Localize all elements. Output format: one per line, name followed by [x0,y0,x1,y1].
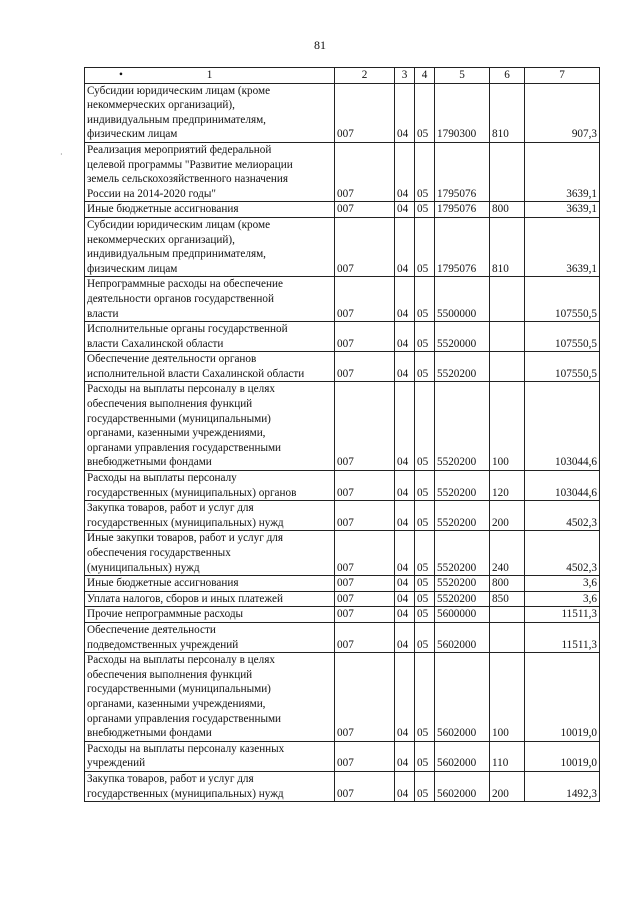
row-name-line: Непрограммные расходы на обеспечение [87,278,283,291]
row-cell-c7: 3639,1 [525,202,600,218]
row-cell-c4: 05 [415,622,435,652]
row-cell-c2: 007 [335,576,395,592]
row-name-line: физическим лицам [87,262,178,275]
table-row [85,217,600,276]
row-cell-c7: 11511,3 [525,607,600,623]
row-name-line: органами, казенными учреждениями, [87,427,266,440]
row-name-line: учреждений [87,757,146,770]
row-cell-c4: 05 [415,591,435,607]
row-name-line: Расходы на выплаты персоналу казенных [87,742,285,755]
row-cell-c7: 3,6 [525,591,600,607]
table-row [85,741,600,771]
row-cell-c4: 05 [415,217,435,276]
table-header-row [85,68,600,84]
row-name-line: физическим лицам [87,128,178,141]
row-cell-c2: 007 [335,471,395,501]
table-row [85,142,600,201]
row-cell-c7: 107550,5 [525,277,600,322]
row-cell-c5: 1795076 [435,217,490,276]
row-cell-c3: 04 [395,501,415,531]
row-cell-c6 [490,142,525,201]
row-name-line: подведомственных учреждений [87,638,239,651]
row-cell-c5: 5520200 [435,471,490,501]
table-row [85,576,600,592]
row-name-line: (муниципальных) нужд [87,561,200,574]
row-cell-c3: 04 [395,382,415,471]
row-name-line: земель сельскохозяйственного назначения [87,173,289,186]
row-cell-c4: 05 [415,607,435,623]
header-cell-3: 3 [395,68,415,84]
row-cell-c3: 04 [395,576,415,592]
row-cell-c4: 05 [415,653,435,742]
row-cell-c4: 05 [415,471,435,501]
row-name-line: Расходы на выплаты персоналу в целях [87,383,275,396]
row-cell-c7: 3639,1 [525,142,600,201]
row-cell-c7: 4502,3 [525,531,600,576]
row-cell-c2: 007 [335,142,395,201]
row-cell-c6: 200 [490,501,525,531]
row-name-line: государственных (муниципальных) органов [87,486,297,499]
row-name-line: Расходы на выплаты персоналу [87,472,237,485]
header-cell-5: 5 [435,68,490,84]
row-cell-c6: 810 [490,217,525,276]
table-row [85,382,600,471]
row-name-cell [85,471,335,501]
row-cell-c7: 10019,0 [525,741,600,771]
row-name-cell [85,591,335,607]
row-cell-c2: 007 [335,653,395,742]
row-cell-c5: 5520200 [435,576,490,592]
row-cell-c3: 04 [395,471,415,501]
row-name-line: Реализация мероприятий федеральной [87,143,272,156]
row-cell-c5: 5500000 [435,277,490,322]
row-cell-c2: 007 [335,83,395,142]
row-name-line: индивидуальным предпринимателям, [87,248,266,261]
row-cell-c4: 05 [415,576,435,592]
row-cell-c6: 850 [490,591,525,607]
table-row [85,622,600,652]
row-cell-c4: 05 [415,501,435,531]
row-name-line: внебюджетными фондами [87,456,212,469]
row-cell-c7: 103044,6 [525,382,600,471]
row-cell-c4: 05 [415,322,435,352]
row-cell-c6: 200 [490,771,525,801]
row-name-line: России на 2014-2020 годы" [87,187,216,200]
row-cell-c2: 007 [335,531,395,576]
row-cell-c5: 5602000 [435,653,490,742]
row-name-line: органами управления государственными [87,441,282,454]
table-row [85,653,600,742]
row-name-cell [85,622,335,652]
row-name-cell [85,217,335,276]
row-name-cell [85,142,335,201]
row-cell-c5: 1795076 [435,142,490,201]
row-cell-c7: 3,6 [525,576,600,592]
row-cell-c2: 007 [335,352,395,382]
row-cell-c6: 110 [490,741,525,771]
row-cell-c2: 007 [335,277,395,322]
row-name-line: органами, казенными учреждениями, [87,697,266,710]
row-name-line: Обеспечение деятельности органов [87,353,257,366]
row-cell-c4: 05 [415,352,435,382]
row-cell-c5: 5520200 [435,531,490,576]
row-name-cell [85,576,335,592]
row-cell-c4: 05 [415,83,435,142]
header-mark: • [119,69,123,81]
row-cell-c5: 1790300 [435,83,490,142]
table-row [85,322,600,352]
row-cell-c2: 007 [335,501,395,531]
row-cell-c6 [490,277,525,322]
row-name-line: Иные бюджетные ассигнования [87,203,239,216]
row-name-line: целевой программы "Развитие мелиорации [87,158,293,171]
row-cell-c6: 240 [490,531,525,576]
row-cell-c3: 04 [395,277,415,322]
row-cell-c3: 04 [395,352,415,382]
row-name-line: государственных (муниципальных) нужд [87,787,284,800]
row-name-line: Обеспечение деятельности [87,623,216,636]
row-cell-c5: 5600000 [435,607,490,623]
row-cell-c3: 04 [395,591,415,607]
table-row [85,471,600,501]
row-cell-c5: 5520200 [435,501,490,531]
row-name-line: Субсидии юридическим лицам (кроме [87,218,271,231]
row-cell-c4: 05 [415,277,435,322]
row-name-line: власти Сахалинской области [87,337,224,350]
row-cell-c3: 04 [395,607,415,623]
row-cell-c6: 800 [490,576,525,592]
row-cell-c6: 100 [490,382,525,471]
table-row [85,531,600,576]
row-name-line: обеспечения выполнения функций [87,398,253,411]
row-cell-c3: 04 [395,83,415,142]
table-row [85,352,600,382]
row-cell-c3: 04 [395,653,415,742]
row-cell-c7: 4502,3 [525,501,600,531]
row-cell-c7: 107550,5 [525,352,600,382]
row-cell-c6 [490,622,525,652]
row-cell-c2: 007 [335,622,395,652]
row-cell-c4: 05 [415,741,435,771]
row-name-cell [85,607,335,623]
row-cell-c4: 05 [415,531,435,576]
row-name-line: Расходы на выплаты персоналу в целях [87,654,275,667]
row-cell-c7: 1492,3 [525,771,600,801]
header-cell-2: 2 [335,68,395,84]
header-label-1: 1 [206,69,213,81]
row-cell-c3: 04 [395,622,415,652]
row-name-cell [85,653,335,742]
row-cell-c6 [490,322,525,352]
row-cell-c2: 007 [335,217,395,276]
row-cell-c5: 5520200 [435,382,490,471]
header-cell-7: 7 [525,68,600,84]
row-name-line: обеспечения выполнения функций [87,668,253,681]
row-name-line: государственными (муниципальными) [87,683,271,696]
row-cell-c2: 007 [335,771,395,801]
row-name-line: внебюджетными фондами [87,727,212,740]
row-name-cell [85,501,335,531]
row-name-cell [85,771,335,801]
row-cell-c2: 007 [335,202,395,218]
row-cell-c5: 5602000 [435,741,490,771]
row-cell-c3: 04 [395,771,415,801]
row-cell-c6: 100 [490,653,525,742]
row-cell-c2: 007 [335,382,395,471]
row-name-line: деятельности органов государственной [87,292,274,305]
row-name-cell [85,352,335,382]
row-name-line: исполнительной власти Сахалинской области [87,367,305,380]
row-cell-c2: 007 [335,322,395,352]
budget-table-body [85,68,600,802]
row-cell-c5: 5520200 [435,591,490,607]
row-cell-c5: 5602000 [435,622,490,652]
row-cell-c3: 04 [395,202,415,218]
row-cell-c2: 007 [335,591,395,607]
row-cell-c6: 800 [490,202,525,218]
row-cell-c5: 5602000 [435,771,490,801]
row-name-line: Прочие непрограммные расходы [87,608,244,621]
table-row [85,771,600,801]
row-name-line: государственными (муниципальными) [87,412,271,425]
row-name-line: власти [87,307,119,320]
row-name-line: обеспечения государственных [87,547,231,559]
row-name-line: государственных (муниципальных) нужд [87,516,284,529]
header-cell-4: 4 [415,68,435,84]
row-name-line: Закупка товаров, работ и услуг для [87,502,254,515]
row-cell-c2: 007 [335,607,395,623]
row-name-line: некоммерческих организаций), [87,233,235,246]
row-cell-c7: 103044,6 [525,471,600,501]
row-cell-c3: 04 [395,142,415,201]
row-cell-c6: 120 [490,471,525,501]
row-name-line: индивидуальным предпринимателям, [87,113,266,126]
row-cell-c5: 5520000 [435,322,490,352]
row-name-line: Закупка товаров, работ и услуг для [87,772,254,785]
row-name-line: Иные закупки товаров, работ и услуг для [87,532,284,545]
table-row [85,607,600,623]
table-row [85,501,600,531]
table-row [85,277,600,322]
row-name-cell [85,277,335,322]
row-name-cell [85,322,335,352]
row-cell-c7: 3639,1 [525,217,600,276]
row-name-cell [85,531,335,576]
row-name-cell [85,741,335,771]
scan-speck: · [60,150,63,159]
row-cell-c3: 04 [395,322,415,352]
budget-table [84,67,600,802]
row-name-cell [85,202,335,218]
row-cell-c4: 05 [415,142,435,201]
table-row [85,83,600,142]
row-name-line: органами управления государственными [87,712,282,725]
row-name-line: Субсидии юридическим лицам (кроме [87,84,271,97]
row-cell-c7: 11511,3 [525,622,600,652]
row-cell-c7: 10019,0 [525,653,600,742]
page-number: 81 [314,38,326,52]
row-name-line: Уплата налогов, сборов и иных платежей [87,592,283,605]
row-name-cell [85,382,335,471]
row-cell-c6 [490,607,525,623]
row-cell-c4: 05 [415,202,435,218]
row-cell-c5: 5520200 [435,352,490,382]
table-row [85,202,600,218]
table-row [85,591,600,607]
row-cell-c5: 1795076 [435,202,490,218]
row-cell-c7: 107550,5 [525,322,600,352]
row-cell-c3: 04 [395,531,415,576]
row-cell-c4: 05 [415,771,435,801]
row-cell-c6 [490,352,525,382]
row-name-cell [85,83,335,142]
row-name-line: Исполнительные органы государственной [87,323,288,336]
header-cell-6: 6 [490,68,525,84]
row-cell-c7: 907,3 [525,83,600,142]
row-name-line: Иные бюджетные ассигнования [87,577,239,590]
row-cell-c2: 007 [335,741,395,771]
row-cell-c4: 05 [415,382,435,471]
header-cell-1 [85,68,335,84]
row-cell-c6: 810 [490,83,525,142]
row-name-line: некоммерческих организаций), [87,99,235,112]
row-cell-c3: 04 [395,741,415,771]
row-cell-c3: 04 [395,217,415,276]
